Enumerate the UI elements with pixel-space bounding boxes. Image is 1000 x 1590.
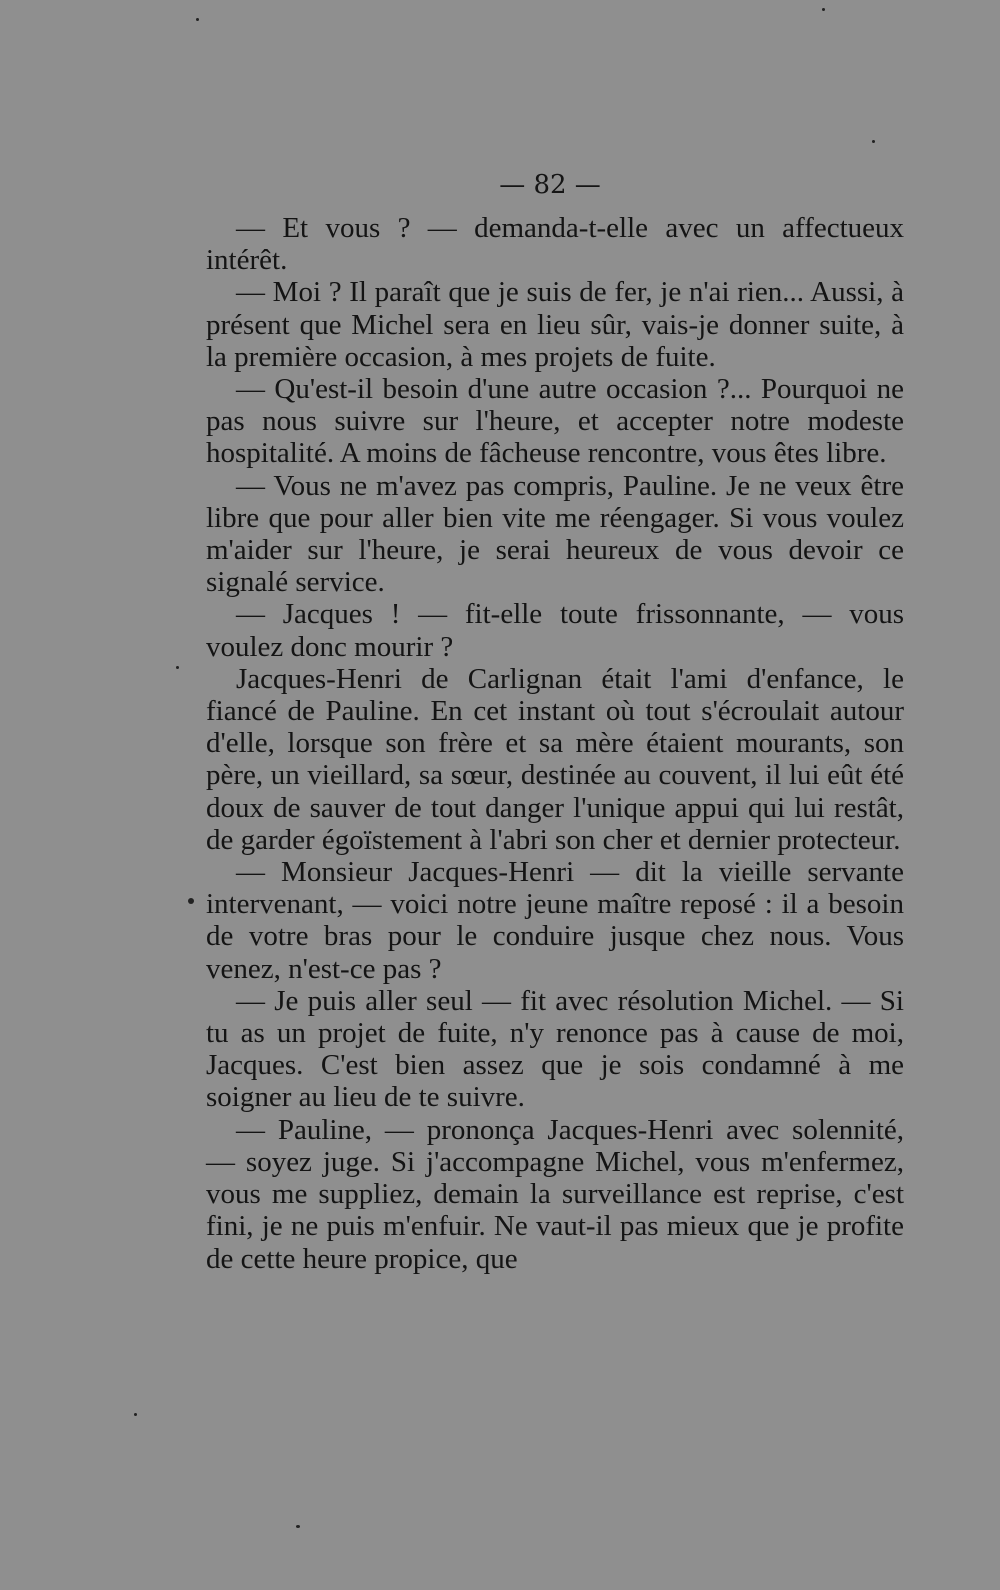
paragraph-7: — Monsieur Jacques-Henri — dit la vieille servante intervenant, — voici notre jeune maître reposé : il a besoin de votre bras pour le conduire jusque chez nous. Vous venez, n'est-ce pas ?: [206, 856, 904, 985]
paragraph-3: — Qu'est-il besoin d'une autre occasion ?... Pourquoi ne pas nous suivre sur l'heure, et accepter notre modeste hospitalité. A moins de fâcheuse rencontre, vous êtes libre.: [206, 373, 904, 470]
scan-speck: [176, 666, 179, 669]
paragraph-9: — Pauline, — prononça Jacques-Henri avec solennité, — soyez juge. Si j'accompagne Michel, vous m'enfermez, vous me suppliez, demain la surveillance est reprise, c'est fini, je ne puis m'enfuir. Ne vaut-il pas mieux que je profite de cette heure propice, que: [206, 1113, 904, 1275]
scan-speck: [296, 1525, 300, 1528]
scan-speck: [196, 18, 199, 21]
paragraph-1: — Et vous ? — demanda-t-elle avec un affectueux intérêt.: [206, 212, 904, 277]
body-text: [206, 212, 904, 1275]
paragraph-6: Jacques-Henri de Carlignan était l'ami d'enfance, le fiancé de Pauline. En cet instant où tout s'écroulait autour d'elle, lorsque son frère et sa mère étaient mourants, son père, un vieillard, sa sœur, destinée au couvent, il lui eût été doux de sauver de tout danger l'unique appui qui lui restât, de garder égoïstement à l'abri son cher et dernier protecteur.: [206, 662, 904, 856]
paragraph-4: — Vous ne m'avez pas compris, Pauline. Je ne veux être libre que pour aller bien vite me réengager. Si vous voulez m'aider sur l'heure, je serai heureux de vous devoir ce signalé service.: [206, 469, 904, 599]
scan-speck: [134, 1413, 137, 1416]
paragraph-8: — Je puis aller seul — fit avec résolution Michel. — Si tu as un projet de fuite, n'y renonce pas à cause de moi, Jacques. C'est bien assez que je sois condamné à me soigner au lieu de te suivre.: [206, 984, 904, 1114]
paragraph-5: — Jacques ! — fit-elle toute frissonnante, — vous voulez donc mourir ?: [206, 598, 904, 663]
paragraph-2: — Moi ? Il paraît que je suis de fer, je n'ai rien... Aussi, à présent que Michel sera en lieu sûr, vais-je donner suite, à la première occasion, à mes projets de fuite.: [206, 276, 904, 373]
page-number: — 82 —: [499, 170, 601, 200]
scan-speck: [872, 140, 875, 143]
scan-speck: [188, 898, 194, 904]
scan-speck: [822, 8, 825, 11]
